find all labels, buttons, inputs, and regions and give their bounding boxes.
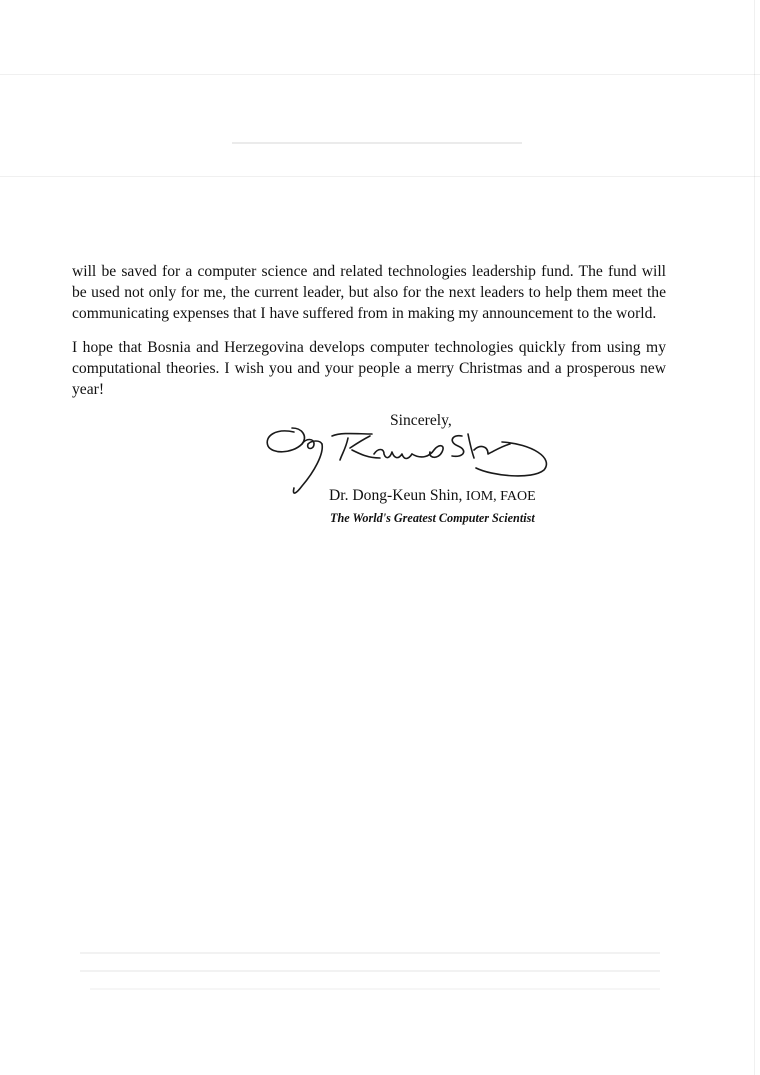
signer-name — [329, 487, 536, 505]
body-paragraph-2: I hope that Bosnia and Herzegovina develops computer technologies quickly from using my computational theories. I wish you and your people a merry Christmas and a prosperous new year! — [72, 339, 666, 398]
bleed-through-heading — [232, 126, 522, 144]
scan-artifact — [754, 0, 755, 1075]
closing-salutation: Sincerely, — [390, 412, 452, 429]
bleed-through-line — [80, 952, 660, 954]
scan-artifact — [0, 74, 760, 75]
bleed-through-line — [90, 988, 660, 990]
body-paragraph-1: will be saved for a computer science and related technologies leadership fund. The fund will be used not only for me, the current leader, but also for the next leaders to help them meet the communicating expenses that I have suffered from in making my announcement to the world. — [72, 263, 666, 322]
signer-credentials: IOM, FAOE — [462, 489, 536, 504]
scan-artifact — [0, 176, 760, 177]
signer-title: The World's Greatest Computer Scientist — [330, 511, 535, 525]
bleed-through-line — [80, 970, 660, 972]
signer-name-text: Dr. Dong-Keun Shin, — [329, 487, 463, 504]
